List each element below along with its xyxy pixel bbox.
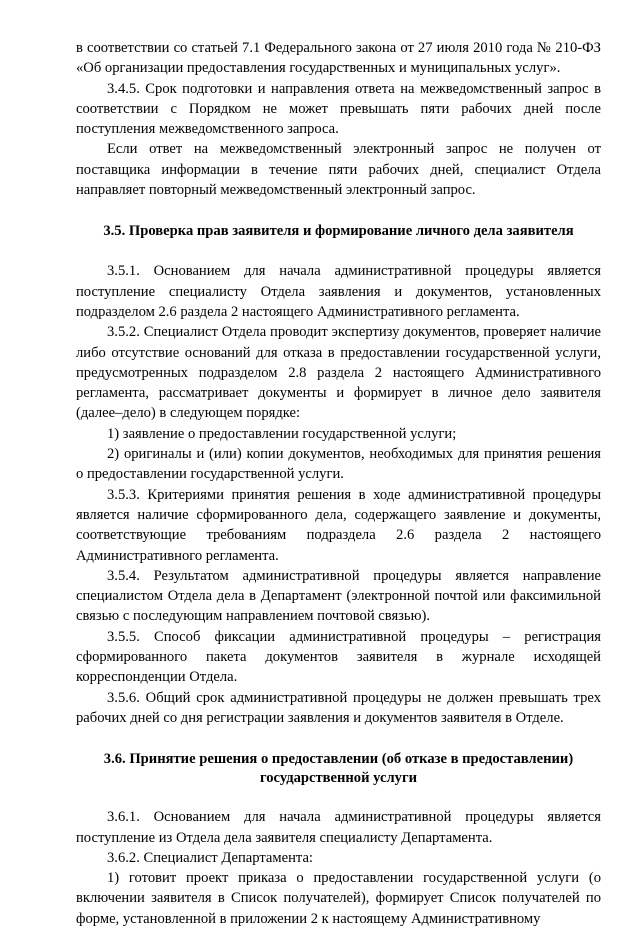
paragraph-3-5-2: 3.5.2. Специалист Отдела проводит экспертизу документов, проверяет наличие либо отсутствие оснований для отказа в предоставлении государственной услуги, предусмотренных подразделом 2.8 раздела 2 настоящего Административного регламента, рассматривает документы и формирует в личное дело заявителя (далее–дело) в следующем порядке: <box>76 324 601 422</box>
paragraph-3-6-2: 3.6.2. Специалист Департамента: <box>107 849 313 866</box>
paragraph-3-5-6: 3.5.6. Общий срок административной процедуры не должен превышать трех рабочих дней со дня регистрации заявления и документов заявителя в Отделе. <box>76 689 601 726</box>
list-item-3-6-2-1: 1) готовит проект приказа о предоставлении государственной услуги (о включении заявителя в Список получателей), формирует Список получателей по форме, установленной в приложении 2 к настоящему Административному <box>76 870 601 927</box>
section-heading-3-5: 3.5. Проверка прав заявителя и формирование личного дела заявителя <box>103 223 574 240</box>
paragraph-3-5-5: 3.5.5. Способ фиксации административной процедуры – регистрация сформированного пакета документов заявителя в журнале исходящей корреспонденции Отдела. <box>76 628 601 686</box>
section-heading-3-6: 3.6. Принятие решения о предоставлении (об отказе в предоставлении) государственной услуги <box>103 751 574 787</box>
list-item-2: 2) оригиналы и (или) копии документов, необходимых для принятия решения о предоставлении государственной услуги. <box>76 446 601 483</box>
paragraph-repeat-request: Если ответ на межведомственный электронный запрос не получен от поставщика информации в течение пяти рабочих дней, специалист Отдела направляет повторный межведомственный электронный запрос. <box>76 141 601 199</box>
list-item-1: 1) заявление о предоставлении государственной услуги; <box>107 425 457 442</box>
paragraph-continuation: в соответствии со статьей 7.1 Федерального закона от 27 июля 2010 года № 210-ФЗ «Об организации предоставления государственных и муниципальных услуг». <box>76 40 601 77</box>
paragraph-3-5-3: 3.5.3. Критериями принятия решения в ходе административной процедуры является наличие сформированного дела, содержащего заявление и документы, соответствующие требованиям подраздела 2.6 раздела 2 настоящего Административного регламента. <box>76 486 601 564</box>
paragraph-3-4-5: 3.4.5. Срок подготовки и направления ответа на межведомственный запрос в соответствии с Порядком не может превышать пяти рабочих дней после поступления межведомственного запроса. <box>76 80 601 138</box>
paragraph-3-6-1: 3.6.1. Основанием для начала административной процедуры является поступление из Отдела дела заявителя специалисту Департамента. <box>76 809 601 846</box>
paragraph-3-5-4: 3.5.4. Результатом административной процедуры является направление специалистом Отдела дела в Департамент (электронной почтой или факсимильной связью с последующим направлением почтовой связью). <box>76 567 601 625</box>
paragraph-3-5-1: 3.5.1. Основанием для начала административной процедуры является поступление специалисту Отдела заявления и документов, установленных подразделом 2.6 раздела 2 настоящего Административного регламента. <box>76 263 601 320</box>
